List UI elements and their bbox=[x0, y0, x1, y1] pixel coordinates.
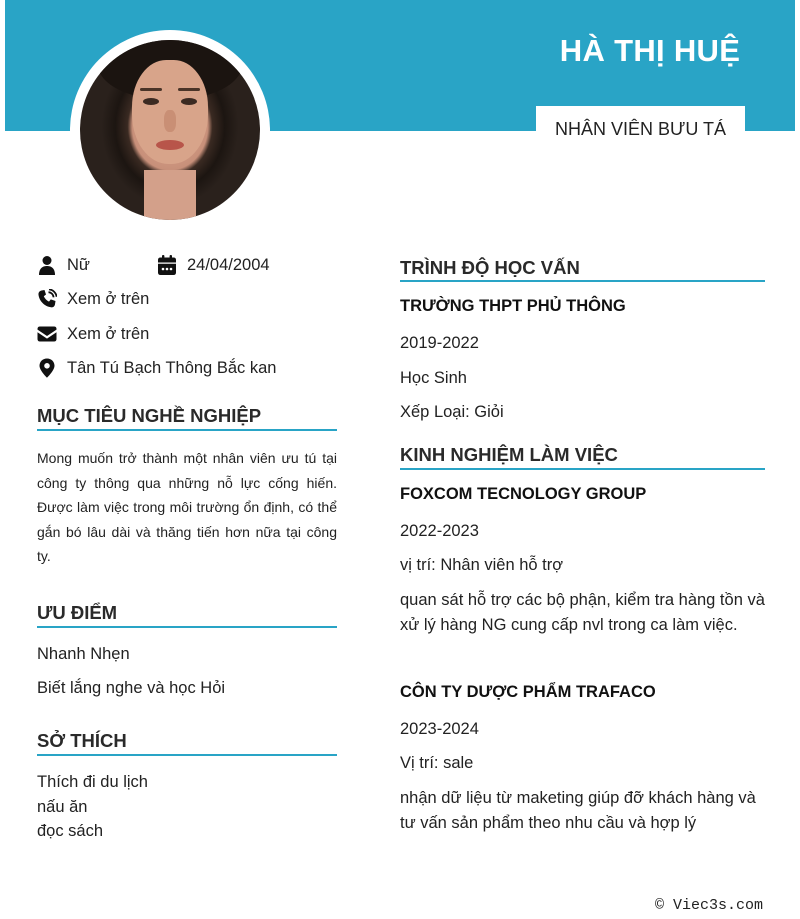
candidate-name: HÀ THỊ HUỆ bbox=[559, 33, 741, 68]
education-grade: Xếp Loại: Giỏi bbox=[400, 403, 504, 421]
user-icon bbox=[37, 255, 57, 275]
section-divider bbox=[37, 754, 337, 756]
hobby-item: Thích đi du lịch bbox=[37, 773, 148, 791]
section-divider bbox=[37, 626, 337, 628]
career-goal-text: Mong muốn trở thành một nhân viên ưu tú tại công ty thông qua những nỗ lực cống hiến. Được làm việc trong môi trường ổn định, có thể gắn bó lâu dài và thăng tiến hơn nữa tại công ty. bbox=[37, 450, 337, 564]
envelope-icon bbox=[37, 324, 57, 344]
job-company: CÔN TY DƯỢC PHẨM TRAFACO bbox=[400, 683, 656, 701]
info-address bbox=[37, 358, 276, 378]
education-role: Học Sinh bbox=[400, 369, 467, 387]
education-period: 2019-2022 bbox=[400, 334, 479, 352]
gender-value: Nữ bbox=[67, 255, 90, 274]
birthday-value: 24/04/2004 bbox=[187, 255, 270, 274]
info-birthday bbox=[157, 255, 270, 275]
job-period: 2022-2023 bbox=[400, 522, 479, 540]
strength-item: Nhanh Nhẹn bbox=[37, 645, 130, 663]
career-goal-heading: MỤC TIÊU NGHỀ NGHIỆP bbox=[37, 405, 262, 426]
job-position: Vị trí: sale bbox=[400, 754, 474, 772]
email-value: Xem ở trên bbox=[67, 324, 150, 343]
hobby-item: đọc sách bbox=[37, 822, 104, 840]
map-pin-icon bbox=[37, 358, 57, 378]
info-email bbox=[37, 324, 149, 344]
phone-value: Xem ở trên bbox=[67, 289, 150, 308]
job-title: NHÂN VIÊN BƯU TÁ bbox=[554, 119, 727, 139]
job-description: nhận dữ liệu từ maketing giúp đỡ khách hàng và tư vấn sản phẩm theo nhu cầu và hợp lý bbox=[400, 789, 756, 832]
hobby-item: nấu ăn bbox=[37, 797, 88, 816]
hobbies-heading: SỞ THÍCH bbox=[37, 730, 127, 751]
address-value: Tân Tú Bạch Thông Bắc kan bbox=[67, 358, 277, 377]
info-phone bbox=[37, 289, 149, 309]
info-gender bbox=[37, 255, 90, 275]
job-position: vị trí: Nhân viên hỗ trợ bbox=[400, 556, 564, 574]
phone-icon bbox=[37, 289, 57, 309]
experience-heading: KINH NGHIỆM LÀM VIỆC bbox=[400, 444, 618, 465]
job-period: 2023-2024 bbox=[400, 720, 479, 738]
calendar-icon bbox=[157, 255, 177, 275]
avatar-photo bbox=[80, 40, 260, 220]
section-divider bbox=[400, 468, 765, 470]
job-company: FOXCOM TECNOLOGY GROUP bbox=[400, 485, 647, 503]
section-divider bbox=[400, 280, 765, 282]
strength-item: Biết lắng nghe và học Hỏi bbox=[37, 679, 226, 697]
hobbies-list bbox=[37, 770, 148, 844]
education-heading: TRÌNH ĐỘ HỌC VẤN bbox=[400, 257, 580, 278]
strengths-heading: ƯU ĐIỂM bbox=[37, 602, 118, 623]
school-name: TRƯỜNG THPT PHỦ THÔNG bbox=[400, 297, 626, 315]
section-divider bbox=[37, 429, 337, 431]
job-description: quan sát hỗ trợ các bộ phận, kiểm tra hàng tồn và xử lý hàng NG cung cấp nvl trong ca làm việc. bbox=[400, 591, 765, 634]
footer-copyright: © Viec3s.com bbox=[654, 897, 763, 914]
